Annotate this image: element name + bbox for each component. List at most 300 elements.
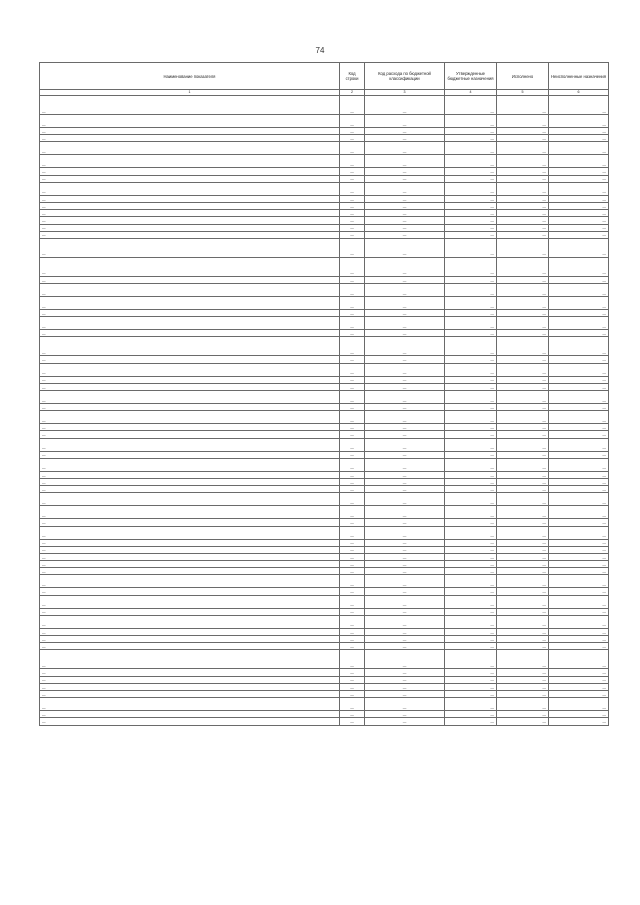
table-cell: — — [445, 451, 497, 458]
table-cell: — — [445, 257, 497, 276]
table-cell: — — [445, 438, 497, 451]
table-row — [40, 224, 609, 231]
table-cell: — — [445, 135, 497, 142]
table-cell: — — [549, 155, 609, 168]
column-number: 1 — [40, 90, 340, 96]
table-cell: — — [40, 297, 340, 310]
table-cell: — — [340, 711, 365, 718]
table-cell: — — [445, 383, 497, 390]
table-cell: — — [365, 643, 445, 650]
table-cell: — — [445, 636, 497, 643]
table-cell: — — [445, 310, 497, 317]
table-row — [40, 711, 609, 718]
table-cell: — — [549, 231, 609, 238]
table-cell: — — [497, 337, 549, 356]
table-cell: — — [497, 284, 549, 297]
table-cell: — — [40, 155, 340, 168]
table-cell: — — [365, 478, 445, 485]
table-cell: — — [445, 561, 497, 568]
table-cell: — — [549, 553, 609, 560]
table-cell: — — [445, 175, 497, 182]
table-cell: — — [365, 168, 445, 175]
table-cell: — — [365, 698, 445, 711]
table-cell: — — [497, 276, 549, 283]
table-cell: — — [365, 539, 445, 546]
table-cell: — — [365, 276, 445, 283]
table-cell: — — [549, 238, 609, 257]
table-cell: — — [497, 546, 549, 553]
table-cell: — — [497, 231, 549, 238]
table-cell: — — [340, 471, 365, 478]
table-cell: — — [340, 310, 365, 317]
table-cell: — — [445, 182, 497, 195]
table-cell: — — [340, 257, 365, 276]
table-row — [40, 182, 609, 195]
table-cell: — — [40, 310, 340, 317]
table-row — [40, 337, 609, 356]
table-cell: — — [497, 690, 549, 697]
table-cell: — — [445, 424, 497, 431]
table-row — [40, 231, 609, 238]
table-cell: — — [340, 424, 365, 431]
table-cell: — — [340, 231, 365, 238]
table-cell: — — [340, 561, 365, 568]
table-cell: — — [365, 391, 445, 404]
table-cell: — — [365, 575, 445, 588]
table-cell: — — [445, 683, 497, 690]
table-row — [40, 588, 609, 595]
table-cell: — — [497, 615, 549, 628]
table-cell: — — [340, 128, 365, 135]
table-cell: — — [40, 257, 340, 276]
table-row — [40, 493, 609, 506]
table-cell: — — [40, 588, 340, 595]
table-cell: — — [365, 669, 445, 676]
table-cell: — — [365, 142, 445, 155]
table-cell: — — [365, 568, 445, 575]
table-row — [40, 718, 609, 725]
table-cell: — — [40, 690, 340, 697]
table-cell: — — [549, 539, 609, 546]
table-cell: — — [549, 575, 609, 588]
table-row — [40, 135, 609, 142]
table-cell: — — [445, 376, 497, 383]
table-cell: — — [40, 519, 340, 526]
table-cell: — — [40, 128, 340, 135]
table-cell: — — [40, 438, 340, 451]
table-cell: — — [445, 478, 497, 485]
table-cell: — — [365, 202, 445, 209]
table-cell: — — [497, 404, 549, 411]
table-cell: — — [497, 526, 549, 539]
header-executed: Исполнено — [497, 63, 549, 90]
table-cell: — — [497, 588, 549, 595]
table-cell: — — [497, 310, 549, 317]
table-cell: — — [40, 317, 340, 330]
table-cell: — — [340, 451, 365, 458]
table-cell: — — [40, 615, 340, 628]
table-cell: — — [445, 330, 497, 337]
column-number: 5 — [497, 90, 549, 96]
table-row — [40, 363, 609, 376]
table-cell: — — [497, 195, 549, 202]
table-cell: — — [365, 486, 445, 493]
table-cell: — — [549, 210, 609, 217]
table-row — [40, 595, 609, 608]
table-cell: — — [497, 383, 549, 390]
table-cell: — — [340, 411, 365, 424]
table-cell: — — [497, 182, 549, 195]
table-cell: — — [497, 135, 549, 142]
table-cell: — — [340, 669, 365, 676]
table-cell: — — [340, 698, 365, 711]
table-cell: — — [340, 690, 365, 697]
table-cell: — — [40, 553, 340, 560]
table-cell: — — [445, 115, 497, 128]
table-row — [40, 676, 609, 683]
table-cell: — — [445, 284, 497, 297]
table-cell: — — [549, 376, 609, 383]
table-row — [40, 636, 609, 643]
table-cell: — — [340, 202, 365, 209]
table-cell: — — [497, 411, 549, 424]
table-cell: — — [445, 568, 497, 575]
table-cell: — — [549, 471, 609, 478]
table-row — [40, 175, 609, 182]
table-cell: — — [497, 718, 549, 725]
table-cell: — — [445, 224, 497, 231]
table-cell: — — [445, 363, 497, 376]
table-cell: — — [340, 506, 365, 519]
table-cell: — — [40, 210, 340, 217]
header-budget-code: Код расхода по бюджетной классификации — [365, 63, 445, 90]
table-cell: — — [549, 561, 609, 568]
table-cell: — — [40, 539, 340, 546]
table-cell: — — [549, 636, 609, 643]
table-row — [40, 546, 609, 553]
table-cell: — — [365, 424, 445, 431]
table-row — [40, 424, 609, 431]
table-cell: — — [365, 690, 445, 697]
table-cell: — — [549, 257, 609, 276]
table-cell: — — [497, 568, 549, 575]
table-cell: — — [340, 142, 365, 155]
table-cell: — — [365, 451, 445, 458]
table-cell: — — [340, 718, 365, 725]
table-row — [40, 628, 609, 635]
table-cell: — — [40, 575, 340, 588]
table-cell: — — [549, 588, 609, 595]
table-cell: — — [549, 650, 609, 669]
table-row — [40, 683, 609, 690]
table-cell: — — [497, 628, 549, 635]
table-cell: — — [40, 96, 340, 115]
table-cell: — — [497, 698, 549, 711]
table-cell: — — [340, 383, 365, 390]
table-cell: — — [497, 168, 549, 175]
table-cell: — — [40, 404, 340, 411]
table-cell: — — [365, 135, 445, 142]
table-cell: — — [365, 615, 445, 628]
table-row — [40, 128, 609, 135]
table-cell: — — [445, 391, 497, 404]
table-cell: — — [549, 486, 609, 493]
table-cell: — — [40, 458, 340, 471]
table-cell: — — [365, 546, 445, 553]
table-cell: — — [445, 575, 497, 588]
table-row — [40, 284, 609, 297]
table-cell: — — [445, 595, 497, 608]
table-cell: — — [40, 142, 340, 155]
table-cell: — — [365, 217, 445, 224]
table-row — [40, 202, 609, 209]
table-cell: — — [40, 628, 340, 635]
table-cell: — — [365, 195, 445, 202]
table-cell: — — [40, 669, 340, 676]
table-row — [40, 238, 609, 257]
table-cell: — — [340, 330, 365, 337]
table-cell: — — [365, 284, 445, 297]
table-row — [40, 451, 609, 458]
table-cell: — — [40, 135, 340, 142]
table-cell: — — [549, 217, 609, 224]
table-row — [40, 539, 609, 546]
table-cell: — — [365, 471, 445, 478]
table-cell: — — [445, 458, 497, 471]
table-row — [40, 411, 609, 424]
table-cell: — — [445, 276, 497, 283]
table-body — [40, 96, 609, 726]
table-cell: — — [549, 424, 609, 431]
table-cell: — — [445, 431, 497, 438]
table-cell: — — [40, 526, 340, 539]
table-cell: — — [340, 182, 365, 195]
table-cell: — — [365, 411, 445, 424]
table-cell: — — [549, 643, 609, 650]
table-cell: — — [340, 553, 365, 560]
table-cell: — — [549, 711, 609, 718]
table-cell: — — [40, 424, 340, 431]
table-cell: — — [549, 478, 609, 485]
table-cell: — — [340, 356, 365, 363]
table-cell: — — [549, 310, 609, 317]
table-row — [40, 168, 609, 175]
table-cell: — — [365, 628, 445, 635]
table-cell: — — [40, 568, 340, 575]
table-cell: — — [340, 317, 365, 330]
table-cell: — — [40, 698, 340, 711]
table-cell: — — [445, 669, 497, 676]
table-cell: — — [549, 568, 609, 575]
table-cell: — — [445, 718, 497, 725]
table-cell: — — [445, 231, 497, 238]
header-name: Наименование показателя — [40, 63, 340, 90]
table-cell: — — [340, 431, 365, 438]
table-cell: — — [497, 608, 549, 615]
table-cell: — — [497, 595, 549, 608]
table-cell: — — [340, 217, 365, 224]
table-cell: — — [445, 650, 497, 669]
table-cell: — — [549, 337, 609, 356]
page-number: 74 — [315, 46, 325, 55]
table-cell: — — [340, 168, 365, 175]
table-row — [40, 115, 609, 128]
table-row — [40, 310, 609, 317]
table-cell: — — [549, 284, 609, 297]
table-cell: — — [445, 297, 497, 310]
table-cell: — — [549, 683, 609, 690]
table-row — [40, 404, 609, 411]
table-cell: — — [40, 546, 340, 553]
table-cell: — — [549, 195, 609, 202]
table-cell: — — [365, 711, 445, 718]
column-number: 6 — [549, 90, 609, 96]
table-cell: — — [445, 493, 497, 506]
table-cell: — — [549, 224, 609, 231]
table-cell: — — [549, 451, 609, 458]
table-cell: — — [365, 317, 445, 330]
table-cell: — — [365, 238, 445, 257]
table-cell: — — [365, 356, 445, 363]
table-row — [40, 526, 609, 539]
table-row — [40, 297, 609, 310]
table-cell: — — [365, 96, 445, 115]
table-cell: — — [445, 356, 497, 363]
table-cell: — — [445, 210, 497, 217]
table-cell: — — [445, 486, 497, 493]
table-cell: — — [497, 210, 549, 217]
table-cell: — — [40, 636, 340, 643]
header-row-code: Код строки — [340, 63, 365, 90]
table-cell: — — [497, 424, 549, 431]
table-cell: — — [340, 575, 365, 588]
table-cell: — — [445, 506, 497, 519]
table-cell: — — [40, 683, 340, 690]
table-cell: — — [340, 238, 365, 257]
table-cell: — — [497, 471, 549, 478]
table-cell: — — [549, 718, 609, 725]
table-cell: — — [497, 238, 549, 257]
table-cell: — — [340, 478, 365, 485]
table-cell: — — [340, 608, 365, 615]
table-row — [40, 650, 609, 669]
table-cell: — — [549, 175, 609, 182]
table-cell: — — [340, 438, 365, 451]
table-cell: — — [365, 115, 445, 128]
table-cell: — — [549, 458, 609, 471]
table-cell: — — [365, 376, 445, 383]
table-cell: — — [445, 698, 497, 711]
table-cell: — — [445, 128, 497, 135]
table-cell: — — [445, 676, 497, 683]
table-cell: — — [340, 210, 365, 217]
table-cell: — — [365, 553, 445, 560]
table-cell: — — [340, 363, 365, 376]
table-cell: — — [40, 471, 340, 478]
table-cell: — — [549, 526, 609, 539]
table-row — [40, 553, 609, 560]
table-cell: — — [340, 588, 365, 595]
table-cell: — — [497, 317, 549, 330]
table-cell: — — [549, 135, 609, 142]
table-cell: — — [445, 553, 497, 560]
header-approved: Утвержденные бюджетные назначения — [445, 63, 497, 90]
table-cell: — — [40, 195, 340, 202]
table-cell: — — [40, 284, 340, 297]
table-cell: — — [340, 568, 365, 575]
table-cell: — — [497, 142, 549, 155]
table-row — [40, 506, 609, 519]
table-cell: — — [365, 310, 445, 317]
table-cell: — — [40, 383, 340, 390]
table-cell: — — [445, 411, 497, 424]
table-cell: — — [497, 224, 549, 231]
table-row — [40, 383, 609, 390]
table-cell: — — [497, 519, 549, 526]
table-row — [40, 195, 609, 202]
table-cell: — — [445, 404, 497, 411]
table-cell: — — [549, 676, 609, 683]
table-cell: — — [40, 224, 340, 231]
table-cell: — — [365, 337, 445, 356]
table-cell: — — [365, 297, 445, 310]
table-cell: — — [365, 595, 445, 608]
table-cell: — — [40, 411, 340, 424]
table-cell: — — [365, 506, 445, 519]
table-cell: — — [549, 595, 609, 608]
table-cell: — — [497, 493, 549, 506]
table-cell: — — [497, 356, 549, 363]
table-cell: — — [445, 690, 497, 697]
table-cell: — — [445, 142, 497, 155]
table-row — [40, 155, 609, 168]
table-cell: — — [445, 238, 497, 257]
table-row — [40, 643, 609, 650]
table-cell: — — [497, 643, 549, 650]
table-cell: — — [497, 676, 549, 683]
table-cell: — — [445, 217, 497, 224]
table-cell: — — [549, 698, 609, 711]
table-cell: — — [497, 202, 549, 209]
table-cell: — — [365, 493, 445, 506]
table-cell: — — [497, 431, 549, 438]
table-cell: — — [445, 471, 497, 478]
table-cell: — — [340, 276, 365, 283]
table-cell: — — [340, 155, 365, 168]
table-row — [40, 391, 609, 404]
table-cell: — — [497, 575, 549, 588]
table-cell: — — [340, 595, 365, 608]
table-cell: — — [549, 628, 609, 635]
table-cell: — — [40, 182, 340, 195]
table-cell: — — [549, 276, 609, 283]
table-cell: — — [340, 404, 365, 411]
table-cell: — — [445, 202, 497, 209]
table-cell: — — [497, 155, 549, 168]
table-cell: — — [497, 217, 549, 224]
table-cell: — — [340, 391, 365, 404]
table-cell: — — [40, 391, 340, 404]
table-cell: — — [549, 356, 609, 363]
table-cell: — — [445, 155, 497, 168]
table-header — [40, 63, 609, 96]
table-cell: — — [340, 636, 365, 643]
table-cell: — — [549, 690, 609, 697]
table-cell: — — [40, 356, 340, 363]
table-cell: — — [365, 128, 445, 135]
table-row — [40, 276, 609, 283]
table-cell: — — [365, 224, 445, 231]
